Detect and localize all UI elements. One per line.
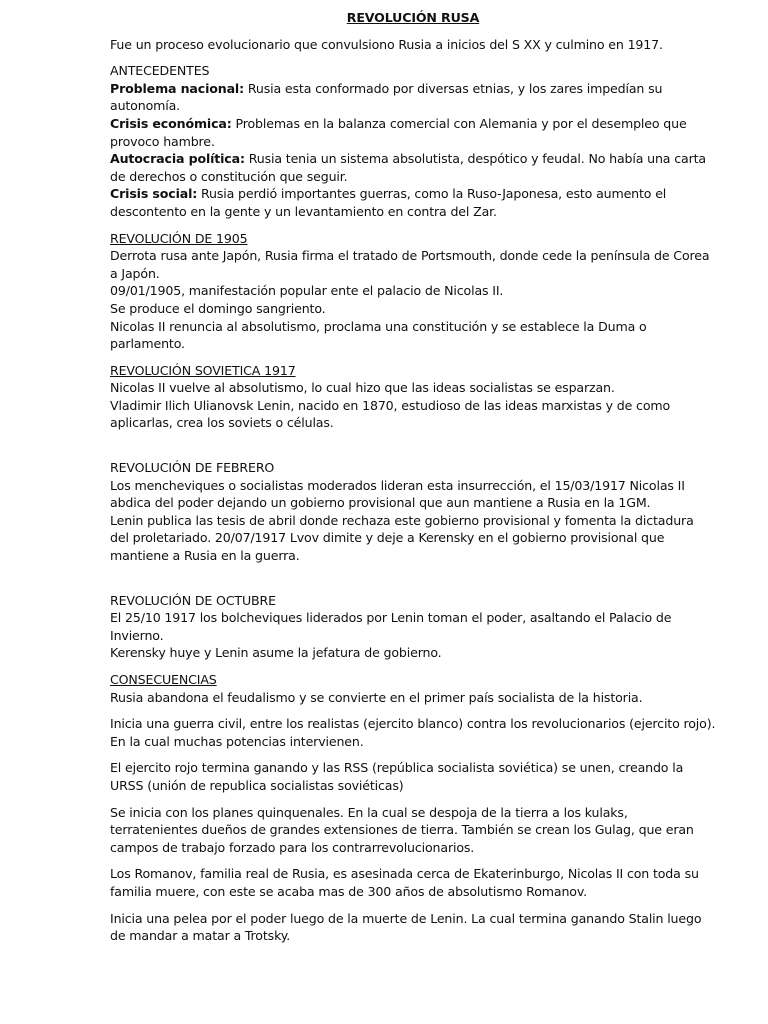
consecuencia-paragraph: Los Romanov, familia real de Rusia, es asesinada cerca de Ekaterinburgo, Nicolas II con toda su familia muere, con este se acaba mas de 300 años de absolutismo Romanov. <box>110 866 699 899</box>
consecuencia-paragraph: Inicia una pelea por el poder luego de la muerte de Lenin. La cual termina ganando Stalin luego de mandar a matar a Trotsky. <box>110 910 702 944</box>
rev-octubre-line: El 25/10 1917 los bolcheviques liderados por Lenin toman el poder, asaltando el Palacio de Invierno. <box>110 610 672 643</box>
rev1905-line: Nicolas II renuncia al absolutismo, proclama una constitución y se establece la Duma o parlamento. <box>110 318 647 352</box>
rev1905-line: Se produce el domingo sangriento. <box>110 300 326 316</box>
rev-sovietica-heading: REVOLUCIÓN SOVIETICA 1917 <box>110 362 296 378</box>
rev-febrero-line: Lenin publica las tesis de abril donde rechaza este gobierno provisional y fomenta la dictadura del proletariado. 20/07/1917 Lvov dimite y deje a Kerensky en el gobierno provisional que mantiene a Rusia en la guerra. <box>110 512 694 564</box>
antecedente-text: Rusia perdió importantes guerras, como la Ruso-Japonesa, esto aumento el descontento en la gente y un levantamiento en contra del Zar. <box>110 186 667 219</box>
document-body <box>110 9 716 945</box>
document-title: REVOLUCIÓN RUSA <box>346 10 480 25</box>
antecedente-item <box>110 150 716 185</box>
intro-paragraph: Fue un proceso evolucionario que convulsiono Rusia a inicios del S XX y culmino en 1917. <box>110 36 663 52</box>
antecedente-label: Problema nacional: <box>110 80 244 96</box>
consecuencia-paragraph: Se inicia con los planes quinquenales. En la cual se despoja de la tierra a los kulaks, terratenientes dueños de grandes extensiones de tierra. También se crean los Gulag, que eran campos de trabajo forzado para los contrarrevolucionarios. <box>110 804 694 855</box>
rev-febrero-heading: REVOLUCIÓN DE FEBRERO <box>110 460 275 476</box>
antecedente-label: Autocracia política: <box>110 151 245 167</box>
rev-octubre-heading: REVOLUCIÓN DE OCTUBRE <box>110 592 276 608</box>
antecedente-label: Crisis económica: <box>110 115 232 131</box>
antecedente-text: Problemas en la balanza comercial con Alemania y por el desempleo que provoco hambre. <box>110 115 687 149</box>
rev1905-heading: REVOLUCIÓN DE 1905 <box>110 230 248 246</box>
antecedente-text: Rusia tenia un sistema absolutista, despótico y feudal. No había una carta de derechos o constitución que seguir. <box>110 151 706 184</box>
rev-octubre-line: Kerensky huye y Lenin asume la jefatura de gobierno. <box>110 645 442 661</box>
antecedente-label: Crisis social: <box>110 186 198 202</box>
antecedente-text: Rusia esta conformado por diversas etnias, y los zares impedían su autonomía. <box>110 80 663 114</box>
rev-sovietica-line: Nicolas II vuelve al absolutismo, lo cual hizo que las ideas socialistas se esparzan. <box>110 380 615 396</box>
rev-febrero-line: Los mencheviques o socialistas moderados lideran esta insurrección, el 15/03/1917 Nicolas II abdica del poder dejando un gobierno provisional que aun mantiene a Rusia en la 1GM. <box>110 477 685 511</box>
consecuencia-paragraph: El ejercito rojo termina ganando y las RSS (república socialista soviética) se unen, creando la URSS (unión de republica socialistas soviéticas) <box>110 760 684 793</box>
consecuencia-paragraph: Rusia abandona el feudalismo y se convierte en el primer país socialista de la historia. <box>110 689 643 705</box>
antecedente-item <box>110 185 716 220</box>
rev1905-line: Derrota rusa ante Japón, Rusia firma el tratado de Portsmouth, donde cede la península de Corea a Japón. <box>110 248 710 281</box>
antecedente-item <box>110 80 716 115</box>
consecuencias-heading: CONSECUENCIAS <box>110 672 217 687</box>
rev-sovietica-line: Vladimir Ilich Ulianovsk Lenin, nacido en 1870, estudioso de las ideas marxistas y de como aplicarlas, crea los soviets o células. <box>110 397 671 431</box>
consecuencia-paragraph: Inicia una guerra civil, entre los realistas (ejercito blanco) contra los revolucionarios (ejercito rojo). En la cual muchas potencias intervienen. <box>110 716 716 749</box>
rev1905-line: 09/01/1905, manifestación popular ente el palacio de Nicolas II. <box>110 283 504 299</box>
antecedentes-heading: ANTECEDENTES <box>110 63 210 79</box>
antecedente-item <box>110 115 716 150</box>
